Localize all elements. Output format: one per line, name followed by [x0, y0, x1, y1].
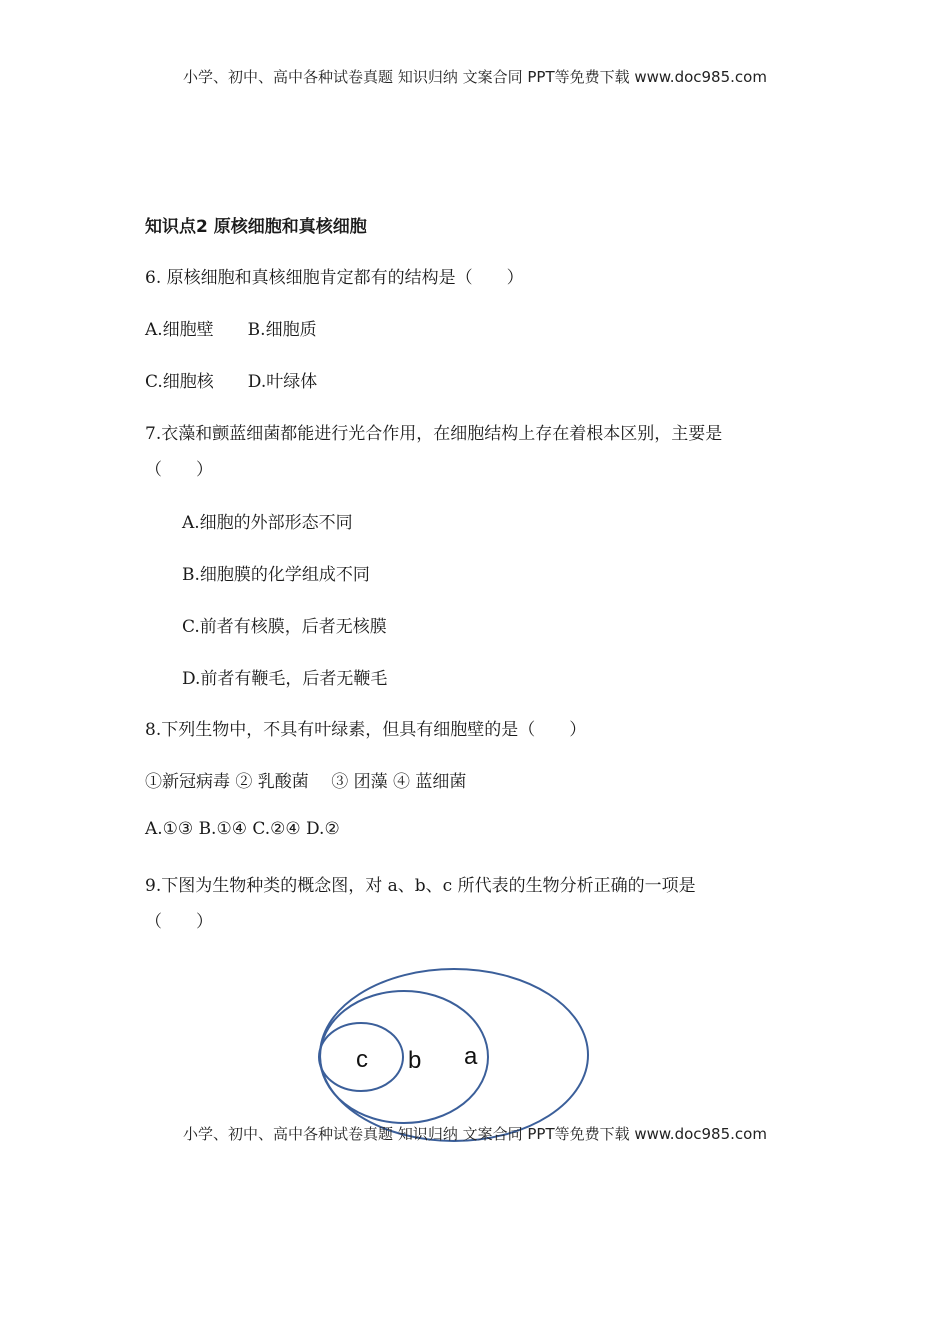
question-8-options: A.①③ B.①④ C.②④ D.② — [145, 819, 340, 839]
section-heading: 知识点2 原核细胞和真核细胞 — [145, 217, 367, 237]
label-a: a — [464, 1043, 478, 1070]
question-6-options-cd: C.细胞核 D.叶绿体 — [145, 372, 318, 392]
question-8-items: ①新冠病毒 ② 乳酸菌 ③ 团藻 ④ 蓝细菌 — [145, 772, 467, 792]
question-9-stem: 9.下图为生物种类的概念图，对 a、b、c 所代表的生物分析正确的一项是 — [145, 876, 696, 896]
question-9-paren: （ ） — [145, 912, 213, 932]
question-7-paren: （ ） — [145, 460, 213, 480]
question-7-option-d: D.前者有鞭毛，后者无鞭毛 — [182, 669, 388, 689]
footer-banner: 小学、初中、高中各种试卷真题 知识归纳 文案合同 PPT等免费下载 www.doc985.com — [183, 1125, 767, 1143]
label-c: c — [356, 1046, 368, 1073]
question-7-option-b: B.细胞膜的化学组成不同 — [182, 565, 370, 585]
question-6-options-ab: A.细胞壁 B.细胞质 — [145, 320, 317, 340]
question-7-stem: 7.衣藻和颤蓝细菌都能进行光合作用，在细胞结构上存在着根本区别，主要是 — [145, 424, 723, 444]
header-banner: 小学、初中、高中各种试卷真题 知识归纳 文案合同 PPT等免费下载 www.doc985.com — [183, 68, 767, 86]
label-b: b — [408, 1047, 422, 1074]
question-6-stem: 6. 原核细胞和真核细胞肯定都有的结构是（ ） — [145, 268, 524, 288]
question-7-option-c: C.前者有核膜，后者无核膜 — [182, 617, 387, 637]
question-7-option-a: A.细胞的外部形态不同 — [182, 513, 353, 533]
question-8-stem: 8.下列生物中，不具有叶绿素，但具有细胞壁的是（ ） — [145, 720, 587, 740]
